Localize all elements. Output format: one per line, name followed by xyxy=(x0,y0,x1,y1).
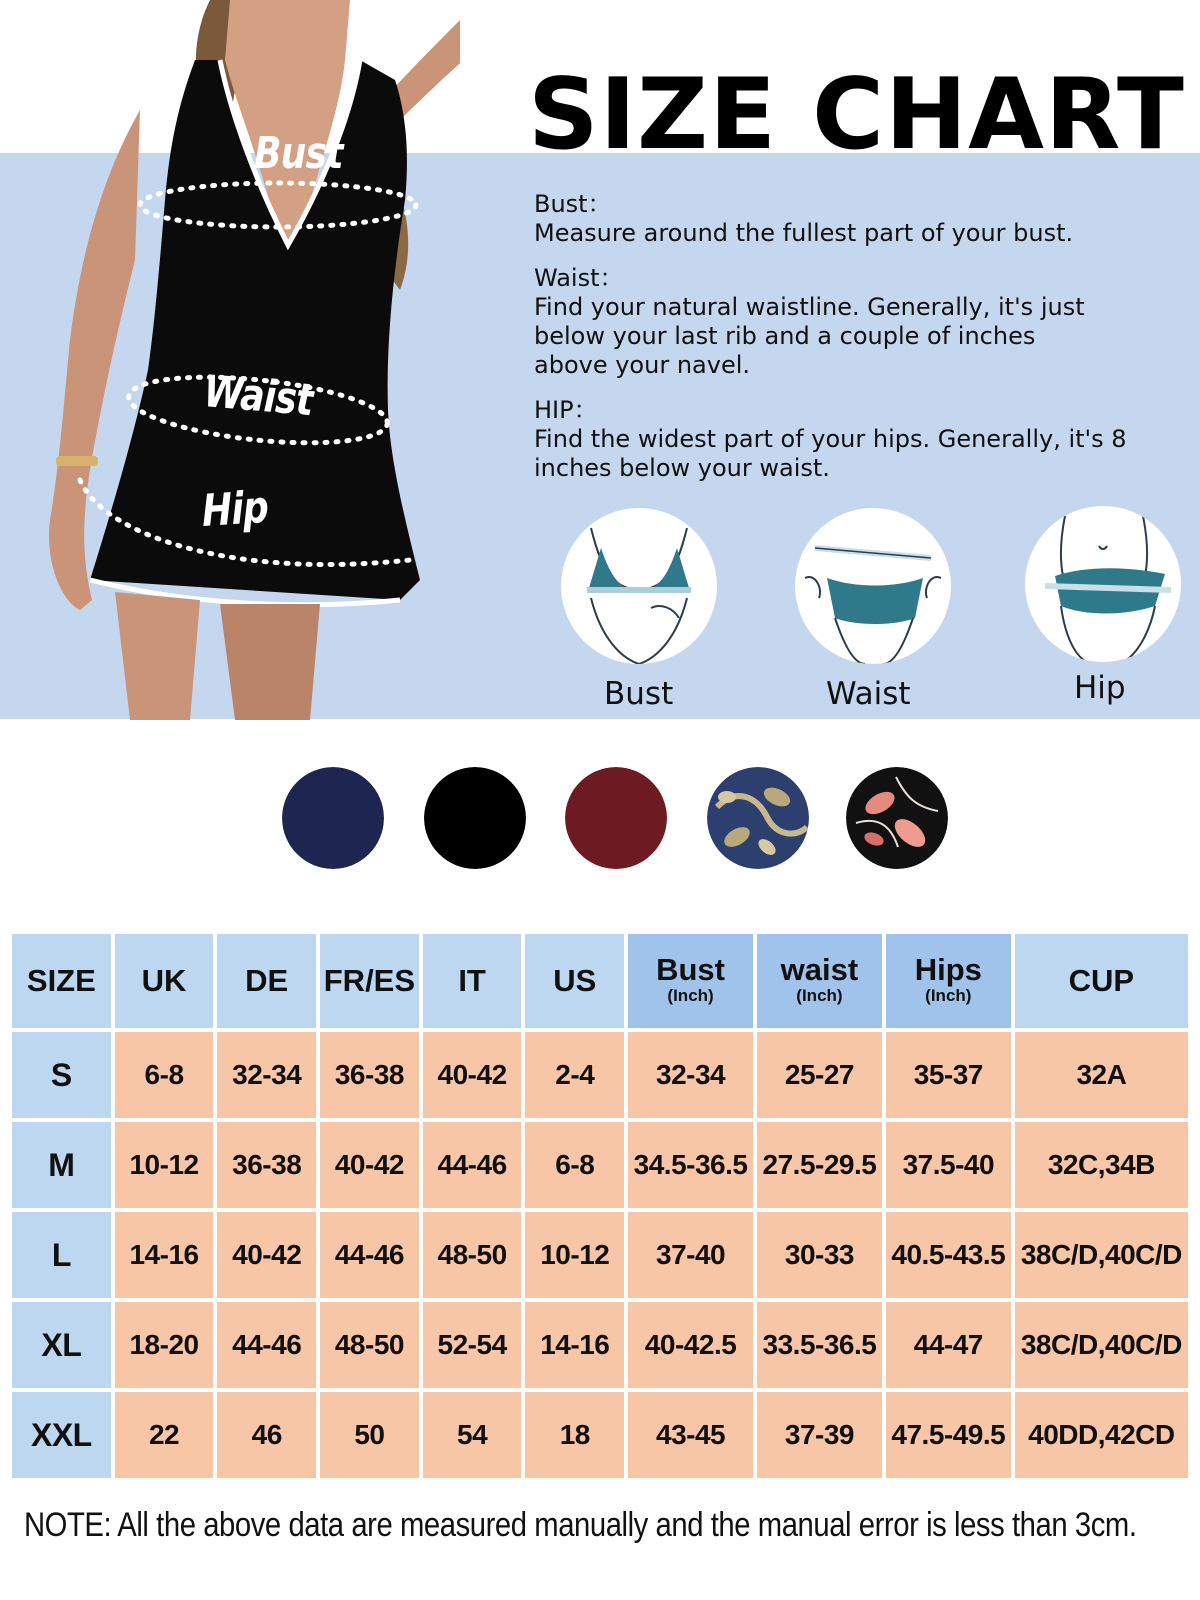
table-cell: 40-42 xyxy=(217,1212,316,1298)
table-cell: 43-45 xyxy=(628,1392,753,1478)
swatch-black-pink-floral[interactable] xyxy=(846,767,948,869)
table-cell: 38C/D,40C/D xyxy=(1015,1302,1188,1388)
header-de: DE xyxy=(217,934,316,1028)
hip-callout: Hip xyxy=(200,481,269,537)
header-bust xyxy=(628,934,753,1028)
header-hips xyxy=(886,934,1011,1028)
table-cell: 37-39 xyxy=(757,1392,882,1478)
table-cell: 2-4 xyxy=(525,1032,624,1118)
header-fr-es: FR/ES xyxy=(320,934,419,1028)
bust-callout: Bust xyxy=(254,128,343,179)
header-waist xyxy=(757,934,882,1028)
table-cell: 33.5-36.5 xyxy=(757,1302,882,1388)
header-hips-label: Hips xyxy=(914,952,982,987)
table-cell: 32C,34B xyxy=(1015,1122,1188,1208)
table-cell: 40.5-43.5 xyxy=(886,1212,1011,1298)
waist-measure-icon xyxy=(795,508,951,664)
table-row xyxy=(12,1122,1188,1208)
waist-description-label: Waist： xyxy=(534,264,624,292)
table-cell: 47.5-49.5 xyxy=(886,1392,1011,1478)
size-cell: XL xyxy=(12,1302,111,1388)
header-cup: CUP xyxy=(1015,934,1188,1028)
table-row xyxy=(12,1302,1188,1388)
table-cell: 32-34 xyxy=(628,1032,753,1118)
header-waist-label: waist xyxy=(780,952,859,987)
header-waist-unit: (Inch) xyxy=(796,986,843,1005)
table-cell: 44-47 xyxy=(886,1302,1011,1388)
table-cell: 14-16 xyxy=(115,1212,214,1298)
bust-description xyxy=(534,190,1174,248)
table-cell: 40DD,42CD xyxy=(1015,1392,1188,1478)
hip-description-label: HIP： xyxy=(534,396,598,424)
table-cell: 6-8 xyxy=(525,1122,624,1208)
table-cell: 34.5-36.5 xyxy=(628,1122,753,1208)
table-cell: 44-46 xyxy=(320,1212,419,1298)
header-size: SIZE xyxy=(12,934,111,1028)
table-cell: 32A xyxy=(1015,1032,1188,1118)
table-cell: 18-20 xyxy=(115,1302,214,1388)
header-it: IT xyxy=(423,934,522,1028)
header-uk: UK xyxy=(115,934,214,1028)
size-cell: L xyxy=(12,1212,111,1298)
table-cell: 18 xyxy=(525,1392,624,1478)
hip-description xyxy=(534,396,1174,483)
page-title: SIZE CHART xyxy=(528,58,1185,172)
size-cell: M xyxy=(12,1122,111,1208)
measurement-note: NOTE: All the above data are measured manually and the manual error is less than 3cm. xyxy=(24,1506,1137,1544)
waist-callout: Waist xyxy=(202,366,314,427)
bust-measure-icon xyxy=(561,508,717,664)
swatch-wine[interactable] xyxy=(565,767,667,869)
bust-description-label: Bust： xyxy=(534,190,612,218)
table-cell: 36-38 xyxy=(320,1032,419,1118)
table-cell: 14-16 xyxy=(525,1302,624,1388)
table-cell: 38C/D,40C/D xyxy=(1015,1212,1188,1298)
table-row xyxy=(12,1392,1188,1478)
table-cell: 40-42 xyxy=(320,1122,419,1208)
swatch-black[interactable] xyxy=(424,767,526,869)
table-row xyxy=(12,1212,1188,1298)
table-cell: 40-42.5 xyxy=(628,1302,753,1388)
table-cell: 48-50 xyxy=(320,1302,419,1388)
size-cell: S xyxy=(12,1032,111,1118)
table-cell: 36-38 xyxy=(217,1122,316,1208)
swatch-navy-gold-floral[interactable] xyxy=(707,767,809,869)
table-cell: 10-12 xyxy=(525,1212,624,1298)
table-cell: 46 xyxy=(217,1392,316,1478)
size-cell: XXL xyxy=(12,1392,111,1478)
header-us: US xyxy=(525,934,624,1028)
waist-icon-label: Waist xyxy=(826,676,911,712)
table-cell: 44-46 xyxy=(423,1122,522,1208)
table-cell: 6-8 xyxy=(115,1032,214,1118)
table-cell: 50 xyxy=(320,1392,419,1478)
table-cell: 35-37 xyxy=(886,1032,1011,1118)
table-cell: 25-27 xyxy=(757,1032,882,1118)
table-cell: 27.5-29.5 xyxy=(757,1122,882,1208)
table-row xyxy=(12,1032,1188,1118)
header-bust-label: Bust xyxy=(656,952,725,987)
table-cell: 44-46 xyxy=(217,1302,316,1388)
table-cell: 30-33 xyxy=(757,1212,882,1298)
table-cell: 48-50 xyxy=(423,1212,522,1298)
hip-description-text: Find the widest part of your hips. Generally, it's 8 inches below your waist. xyxy=(534,425,1127,482)
table-cell: 40-42 xyxy=(423,1032,522,1118)
swatch-navy[interactable] xyxy=(282,767,384,869)
bust-icon-label: Bust xyxy=(604,676,674,712)
table-cell: 37.5-40 xyxy=(886,1122,1011,1208)
size-chart-table xyxy=(8,930,1192,1482)
hip-icon-label: Hip xyxy=(1074,670,1126,706)
bust-description-text: Measure around the fullest part of your bust. xyxy=(534,219,1074,247)
table-cell: 32-34 xyxy=(217,1032,316,1118)
waist-description-text: Find your natural waistline. Generally, it's just below your last rib and a couple of inches above your navel. xyxy=(534,293,1085,379)
model-illustration xyxy=(20,0,460,720)
table-cell: 54 xyxy=(423,1392,522,1478)
table-cell: 52-54 xyxy=(423,1302,522,1388)
model-figure xyxy=(20,0,460,720)
header-hips-unit: (Inch) xyxy=(925,986,972,1005)
header-bust-unit: (Inch) xyxy=(667,986,714,1005)
table-header-row xyxy=(12,934,1188,1028)
waist-description xyxy=(534,264,1174,380)
hip-measure-icon xyxy=(1025,506,1181,662)
table-cell: 10-12 xyxy=(115,1122,214,1208)
table-cell: 22 xyxy=(115,1392,214,1478)
table-cell: 37-40 xyxy=(628,1212,753,1298)
